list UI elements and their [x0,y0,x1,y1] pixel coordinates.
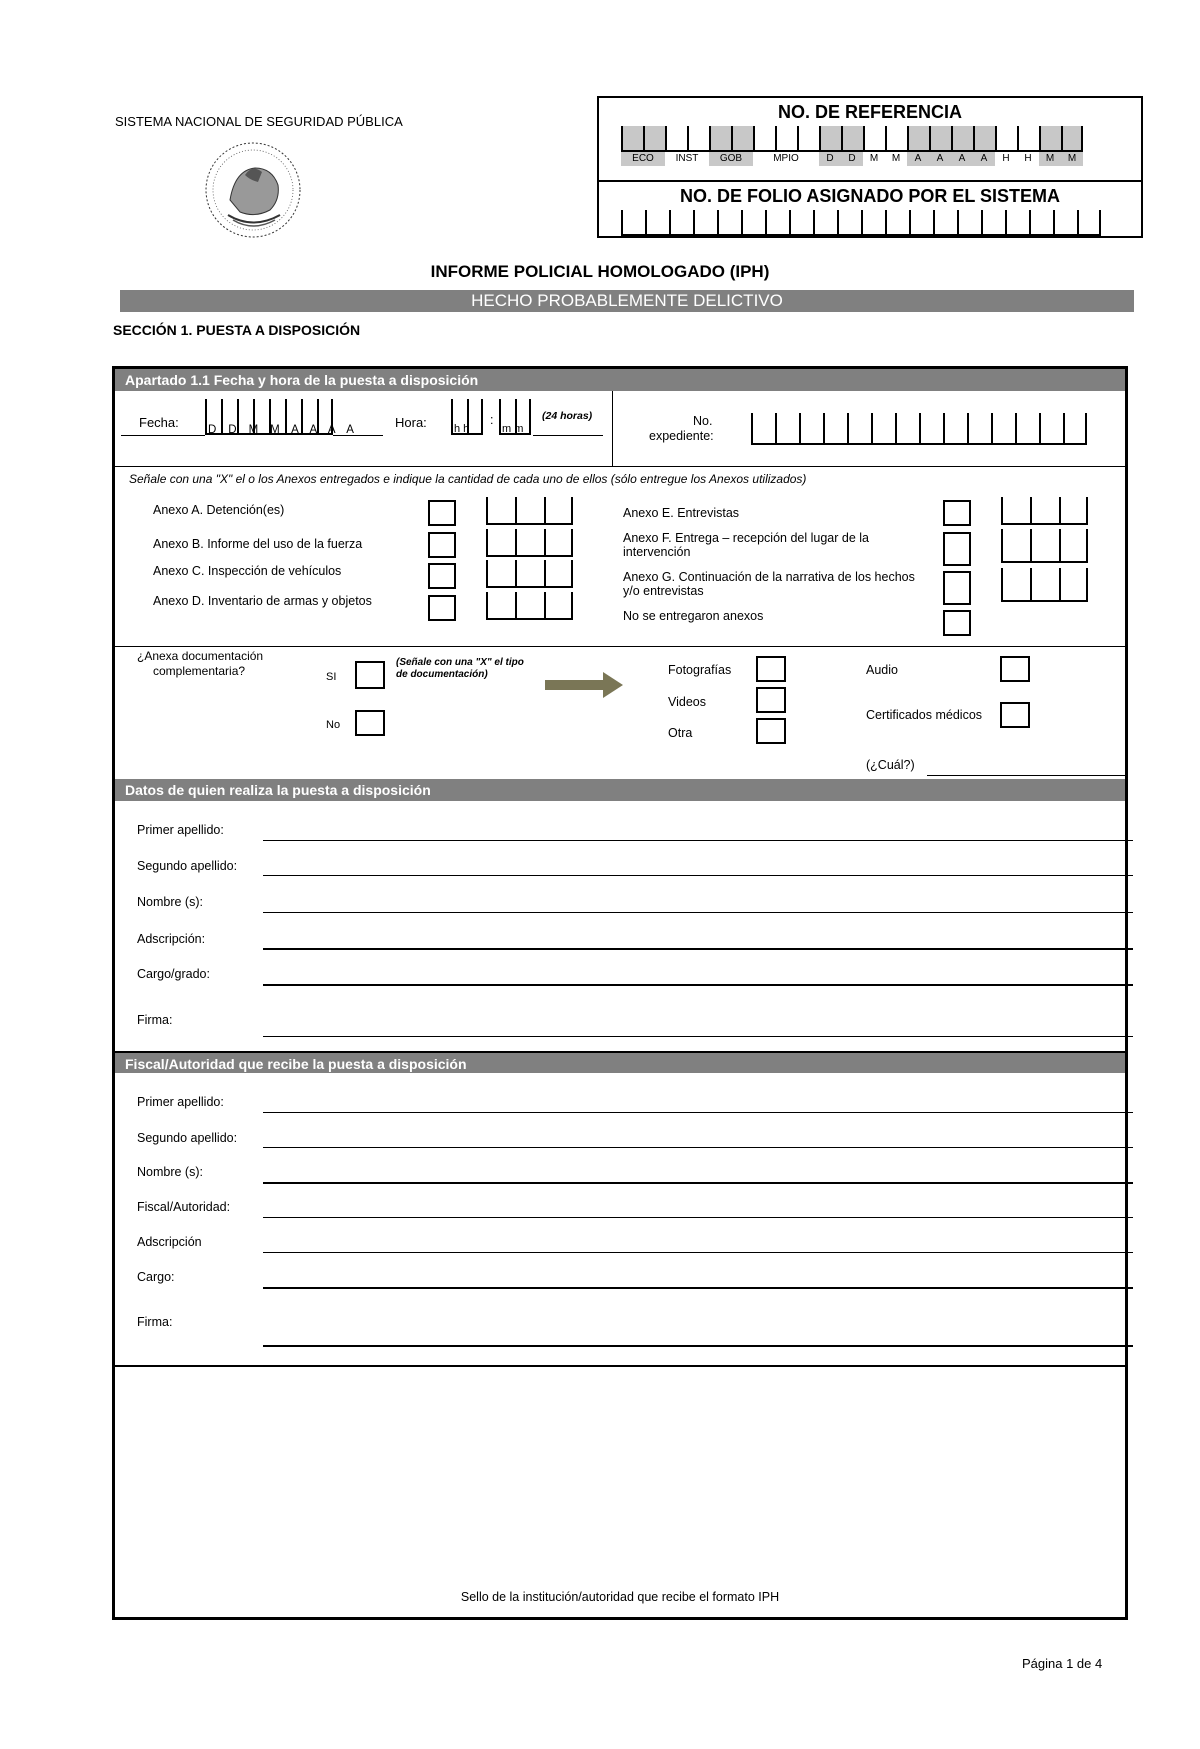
doc-si-label: SI [326,671,337,683]
anexo-c-label: Anexo C. Inspección de vehículos [153,564,342,578]
fiscal-header: Fiscal/Autoridad que recibe la puesta a disposición [115,1051,1125,1073]
datos-cargo-line[interactable] [263,984,1133,986]
datos-field-3: Nombre (s): [137,895,203,909]
anexo-d-label: Anexo D. Inventario de armas y objetos [153,594,372,608]
doc-no-checkbox[interactable] [355,710,385,736]
anexo-a-quantity[interactable] [486,497,573,525]
anexo-none-checkbox[interactable] [943,610,971,636]
datos-adscripcion-line[interactable] [263,948,1133,950]
datos-field-1: Primer apellido: [137,823,224,837]
audio-checkbox[interactable] [1000,656,1030,682]
anexos-instruction: Señale con una "X" el o los Anexos entregados e indique la cantidad de cada uno de ellos (sólo entregue los Anexos utilizados) [129,472,807,486]
reference-segment-labels: ECO INST GOB MPIO D D M M A A A A H H M M [621,152,1083,166]
fiscal-field-2: Segundo apellido: [137,1131,238,1145]
anexo-f-checkbox[interactable] [943,532,971,566]
certificados-checkbox[interactable] [1000,702,1030,728]
fiscal-field-4: Fiscal/Autoridad: [137,1200,231,1214]
expediente-label-2: expediente: [649,429,714,443]
fiscal-field-3: Nombre (s): [137,1165,203,1179]
datos-nombre-line[interactable] [263,912,1133,913]
fiscal-nombre-line[interactable] [263,1182,1133,1184]
datos-field-5: Cargo/grado: [137,967,210,981]
mexican-coat-of-arms-seal-icon [200,140,306,240]
anexo-a-label: Anexo A. Detención(es) [153,503,285,517]
fiscal-field-1: Primer apellido: [137,1095,224,1109]
fiscal-field-6: Cargo: [137,1270,175,1284]
fiscal-field-5: Adscripción [137,1235,202,1249]
videos-checkbox[interactable] [756,687,786,713]
arrow-right-icon [545,671,623,699]
anexo-none-label: No se entregaron anexos [623,609,764,623]
hora-note: (24 horas) [542,410,593,422]
doc-no-label: No [326,719,341,731]
sello-label: Sello de la institución/autoridad que recibe el formato IPH [460,1590,780,1604]
anexo-c-checkbox[interactable] [428,563,456,589]
anexo-g-label-2: y/o entrevistas [623,584,704,598]
hora-format-h: h h [454,423,470,435]
anexo-d-checkbox[interactable] [428,595,456,621]
hora-label: Hora: [395,415,427,430]
fiscal-field-7: Firma: [137,1315,173,1329]
section-title: SECCIÓN 1. PUESTA A DISPOSICIÓN [113,322,361,338]
doc-question-2: complementaria? [153,664,246,678]
certificados-label: Certificados médicos [866,708,983,722]
anexo-f-quantity[interactable] [1001,529,1088,563]
anexo-f-label-1: Anexo F. Entrega – recepción del lugar de la [623,531,869,545]
audio-label: Audio [866,663,898,677]
datos-field-2: Segundo apellido: [137,859,238,873]
expediente-comb[interactable] [751,413,1087,445]
anexo-f-label-2: intervención [623,545,691,559]
fecha-label: Fecha: [139,415,179,430]
fiscal-primer-apellido-line[interactable] [263,1112,1133,1113]
otra-label: Otra [668,726,693,740]
fiscal-adscripcion-line[interactable] [263,1252,1133,1253]
hora-separator: : [490,413,494,427]
apartado-header: Apartado 1.1 Fecha y hora de la puesta a disposición [115,369,1125,391]
fiscal-autoridad-line[interactable] [263,1217,1133,1218]
doc-question-1: ¿Anexa documentación [137,649,264,663]
anexo-b-quantity[interactable] [486,529,573,557]
agency-name: SISTEMA NACIONAL DE SEGURIDAD PÚBLICA [115,114,403,129]
fecha-format: D D M M A A A A [208,424,359,436]
doc-note-1: (Señale con una "X" el tipo [396,657,524,668]
cual-input-line[interactable] [927,775,1125,776]
fiscal-firma-line[interactable] [263,1345,1133,1347]
reference-comb[interactable] [621,126,1083,152]
reference-box [597,96,1143,238]
datos-field-6: Firma: [137,1013,173,1027]
fiscal-segundo-apellido-line[interactable] [263,1147,1133,1148]
fotografias-checkbox[interactable] [756,656,786,682]
anexo-g-checkbox[interactable] [943,571,971,605]
anexo-c-quantity[interactable] [486,560,573,588]
anexo-b-checkbox[interactable] [428,532,456,558]
folio-comb[interactable] [621,210,1101,236]
main-form-box [112,366,1128,1620]
fotografias-label: Fotografías [668,663,732,677]
datos-field-4: Adscripción: [137,932,206,946]
datos-segundo-apellido-line[interactable] [263,875,1133,876]
anexo-e-label: Anexo E. Entrevistas [623,506,740,520]
anexo-g-quantity[interactable] [1001,568,1088,602]
cual-label: (¿Cuál?) [866,758,915,772]
hora-format-m: m m [502,423,524,435]
otra-checkbox[interactable] [756,718,786,744]
videos-label: Videos [668,695,706,709]
page-number: Página 1 de 4 [1022,1656,1103,1671]
anexo-g-label-1: Anexo G. Continuación de la narrativa de los hechos [623,570,915,584]
anexo-e-checkbox[interactable] [943,500,971,526]
fiscal-cargo-line[interactable] [263,1287,1133,1289]
doc-note-2: de documentación) [396,669,488,680]
anexo-a-checkbox[interactable] [428,500,456,526]
datos-primer-apellido-line[interactable] [263,840,1133,841]
anexo-e-quantity[interactable] [1001,497,1088,525]
document-subtitle: HECHO PROBABLEMENTE DELICTIVO [120,290,1134,312]
anexo-d-quantity[interactable] [486,592,573,620]
folio-title: NO. DE FOLIO ASIGNADO POR EL SISTEMA [679,186,1061,206]
anexo-b-label: Anexo B. Informe del uso de la fuerza [153,537,363,551]
reference-title: NO. DE REFERENCIA [777,102,963,122]
expediente-label-1: No. [693,414,713,428]
doc-si-checkbox[interactable] [355,661,385,689]
datos-firma-line[interactable] [263,1036,1133,1037]
datos-header: Datos de quien realiza la puesta a disposición [115,779,1125,801]
document-title: INFORME POLICIAL HOMOLOGADO (IPH) [430,262,770,281]
